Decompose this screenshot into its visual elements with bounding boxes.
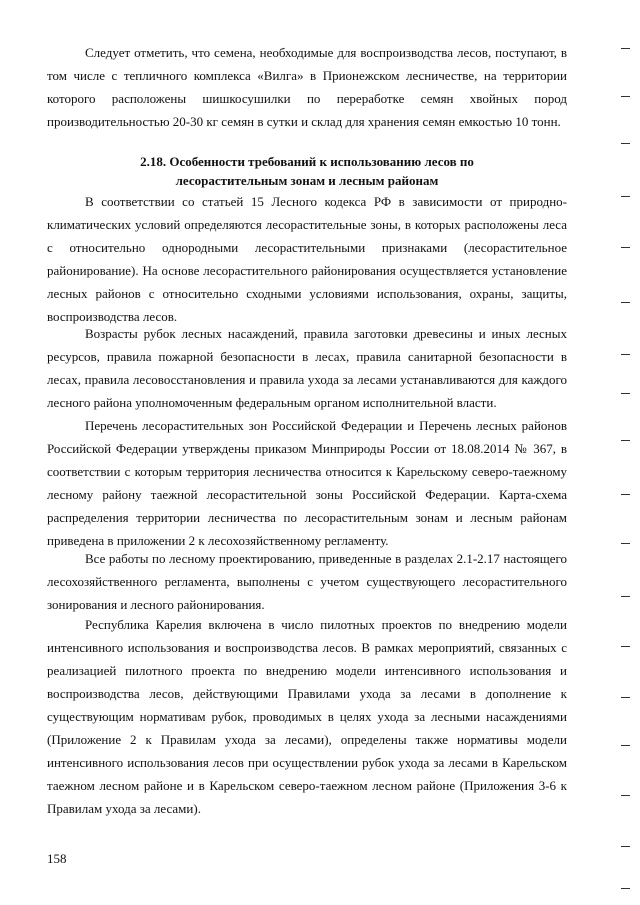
paragraph-zoning: В соответствии со статьей 15 Лесного кодекса РФ в зависимости от природно-климатических условий определяются лесорастительные зоны, в которых расположены леса с относительно однородными лесорастительными признаками (лесорастительное районирование). На основе лесорастительного районирования осуществляется установление лесных районов с относительно сходными условиями использования, охраны, защиты, воспроизводства лесов. [47,194,567,324]
section-heading-line2: лесорастительным зонам и лесным районам [175,173,439,188]
margin-tick [621,354,630,355]
paragraph-seeds: Следует отметить, что семена, необходимые для воспроизводства лесов, поступают, в том числе с тепличного комплекса «Вилга» в Прионежском лесничестве, на территории которого расположены шишкосушилки по переработке семян хвойных пород производительностью 20-30 кг семян в сутки и склад для хранения семян емкостью 10 тонн. [47,45,567,129]
page-number: 158 [47,851,67,866]
margin-tick [621,48,630,49]
margin-tick [621,795,630,796]
paragraph-karelia-pilot: Республика Карелия включена в число пилотных проектов по внедрению модели интенсивного использования и воспроизводства лесов. В рамках мероприятий, связанных с реализацией пилотного проекта по внедрению модели интенсивного использования и воспроизводства лесов, действующими Правилами ухода за лесами в дополнение к существующим нормативам рубок, проводимых в целях ухода за лесными насаждениями (Приложение 2 к Правилам ухода за лесами), определены также нормативы модели интенсивного использования лесов при осуществлении рубок ухода за лесами в Карельском таежном лесном районе и в Карельском северо-таежном лесном районе (Приложения 3-6 к Правилам ухода за лесами). [47,617,567,816]
margin-tick [621,143,630,144]
paragraph-cutting-ages: Возрасты рубок лесных насаждений, правила заготовки древесины и иных лесных ресурсов, правила пожарной безопасности в лесах, правила санитарной безопасности в лесах, правила лесовосстановления и правила ухода за лесами устанавливаются для каждого лесного района уполномоченным федеральным органом исполнительной власти. [47,326,567,410]
section-heading-line1: 2.18. Особенности требований к использованию лесов по [140,154,474,169]
margin-tick [621,302,630,303]
paragraph-forest-planning: Все работы по лесному проектированию, приведенные в разделах 2.1-2.17 настоящего лесохозяйственного регламента, выполнены с учетом существующего лесорастительного зонирования и лесного районирования. [47,551,567,612]
margin-tick [621,888,630,889]
margin-tick [621,393,630,394]
margin-tick [621,494,630,495]
margin-tick [621,96,630,97]
margin-tick [621,846,630,847]
section-heading [47,152,567,190]
margin-tick [621,440,630,441]
margin-tick [621,745,630,746]
paragraph-zone-list: Перечень лесорастительных зон Российской Федерации и Перечень лесных районов Российской Федерации утверждены приказом Минприроды России от 18.08.2014 № 367, в соответствии с которым территория лесничества относится к Карельскому северо-таежному лесному району таежной лесорастительной зоны Российской Федерации. Карта-схема распределения территории лесничества по лесорастительным зонам и лесным районам приведена в приложении 2 к лесохозяйственному регламенту. [47,418,567,548]
margin-tick [621,596,630,597]
margin-tick [621,697,630,698]
margin-tick [621,646,630,647]
margin-tick [621,196,630,197]
margin-tick [621,247,630,248]
margin-tick [621,543,630,544]
